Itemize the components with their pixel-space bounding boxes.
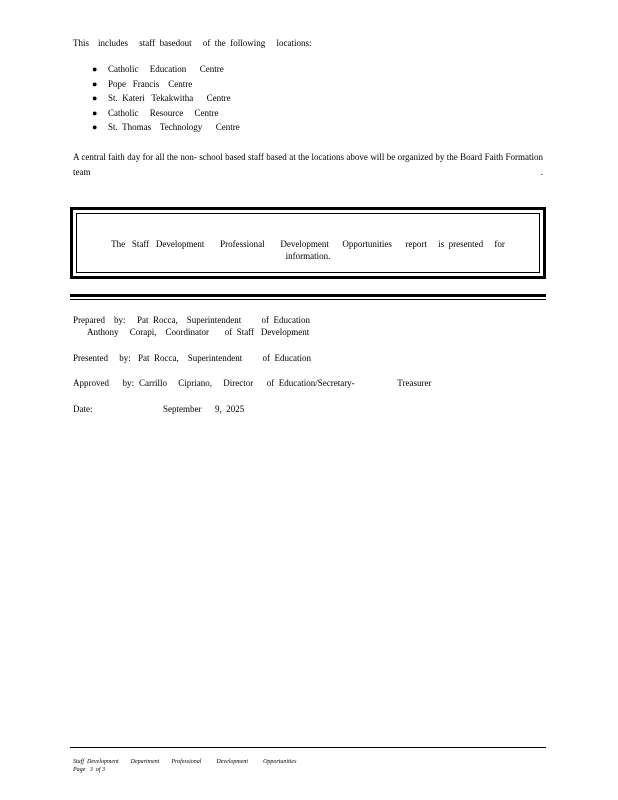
list-item <box>92 107 219 123</box>
approved-by-label: Approved by: <box>73 378 134 388</box>
faith-day-paragraph: A central faith day for all the non- school based staff based at the locations above will be organized by the Board Faith Formation team . <box>73 152 543 177</box>
location-name: St. Kateri Tekakwitha Centre <box>108 93 231 104</box>
presented-by-value: Pat Rocca, Superintendent of Education <box>138 353 311 363</box>
location-name: St. Thomas Technology Centre <box>108 122 240 133</box>
report-notice-box <box>70 207 546 279</box>
prepared-by-primary: Pat Rocca, Superintendent of Education <box>137 315 310 325</box>
list-item <box>92 64 224 79</box>
footer-divider <box>70 747 546 748</box>
bullet-icon: ● <box>92 64 98 74</box>
list-item <box>92 78 193 94</box>
report-notice-inner-border <box>76 213 540 273</box>
bullet-icon: ● <box>92 122 98 133</box>
presented-by-label: Presented by: <box>73 353 131 363</box>
locations-list <box>92 64 240 137</box>
location-name: Catholic Resource Centre <box>108 107 219 118</box>
list-item <box>92 122 240 137</box>
footer-document-title: Staff Development Department Professional Development Opportunities <box>73 759 297 765</box>
date-label: Date: <box>73 404 93 414</box>
location-name: Catholic Education Centre <box>108 64 224 74</box>
bullet-icon: ● <box>92 78 98 89</box>
prepared-by-label: Prepared by: <box>73 315 126 325</box>
section-divider-thin <box>70 299 546 300</box>
bullet-icon: ● <box>92 93 98 104</box>
list-item <box>92 93 231 108</box>
location-name: Pope Francis Centre <box>108 78 193 89</box>
report-notice-text: The Staff Development Professional Development Opportunities report is presented for information. <box>111 239 505 261</box>
footer-page-number: Page 3 of 3 <box>73 767 105 773</box>
section-divider-thick <box>70 294 546 297</box>
intro-text: This includes staff basedout of the following locations: <box>73 38 312 48</box>
prepared-by-secondary: Anthony Corapi, Coordinator of Staff Development <box>87 327 310 337</box>
approved-by-value: Carrillo Cipriano, Director of Education/Secretary- Treasurer <box>139 378 432 388</box>
date-value: September 9, 2025 <box>163 404 245 414</box>
bullet-icon: ● <box>92 107 98 118</box>
